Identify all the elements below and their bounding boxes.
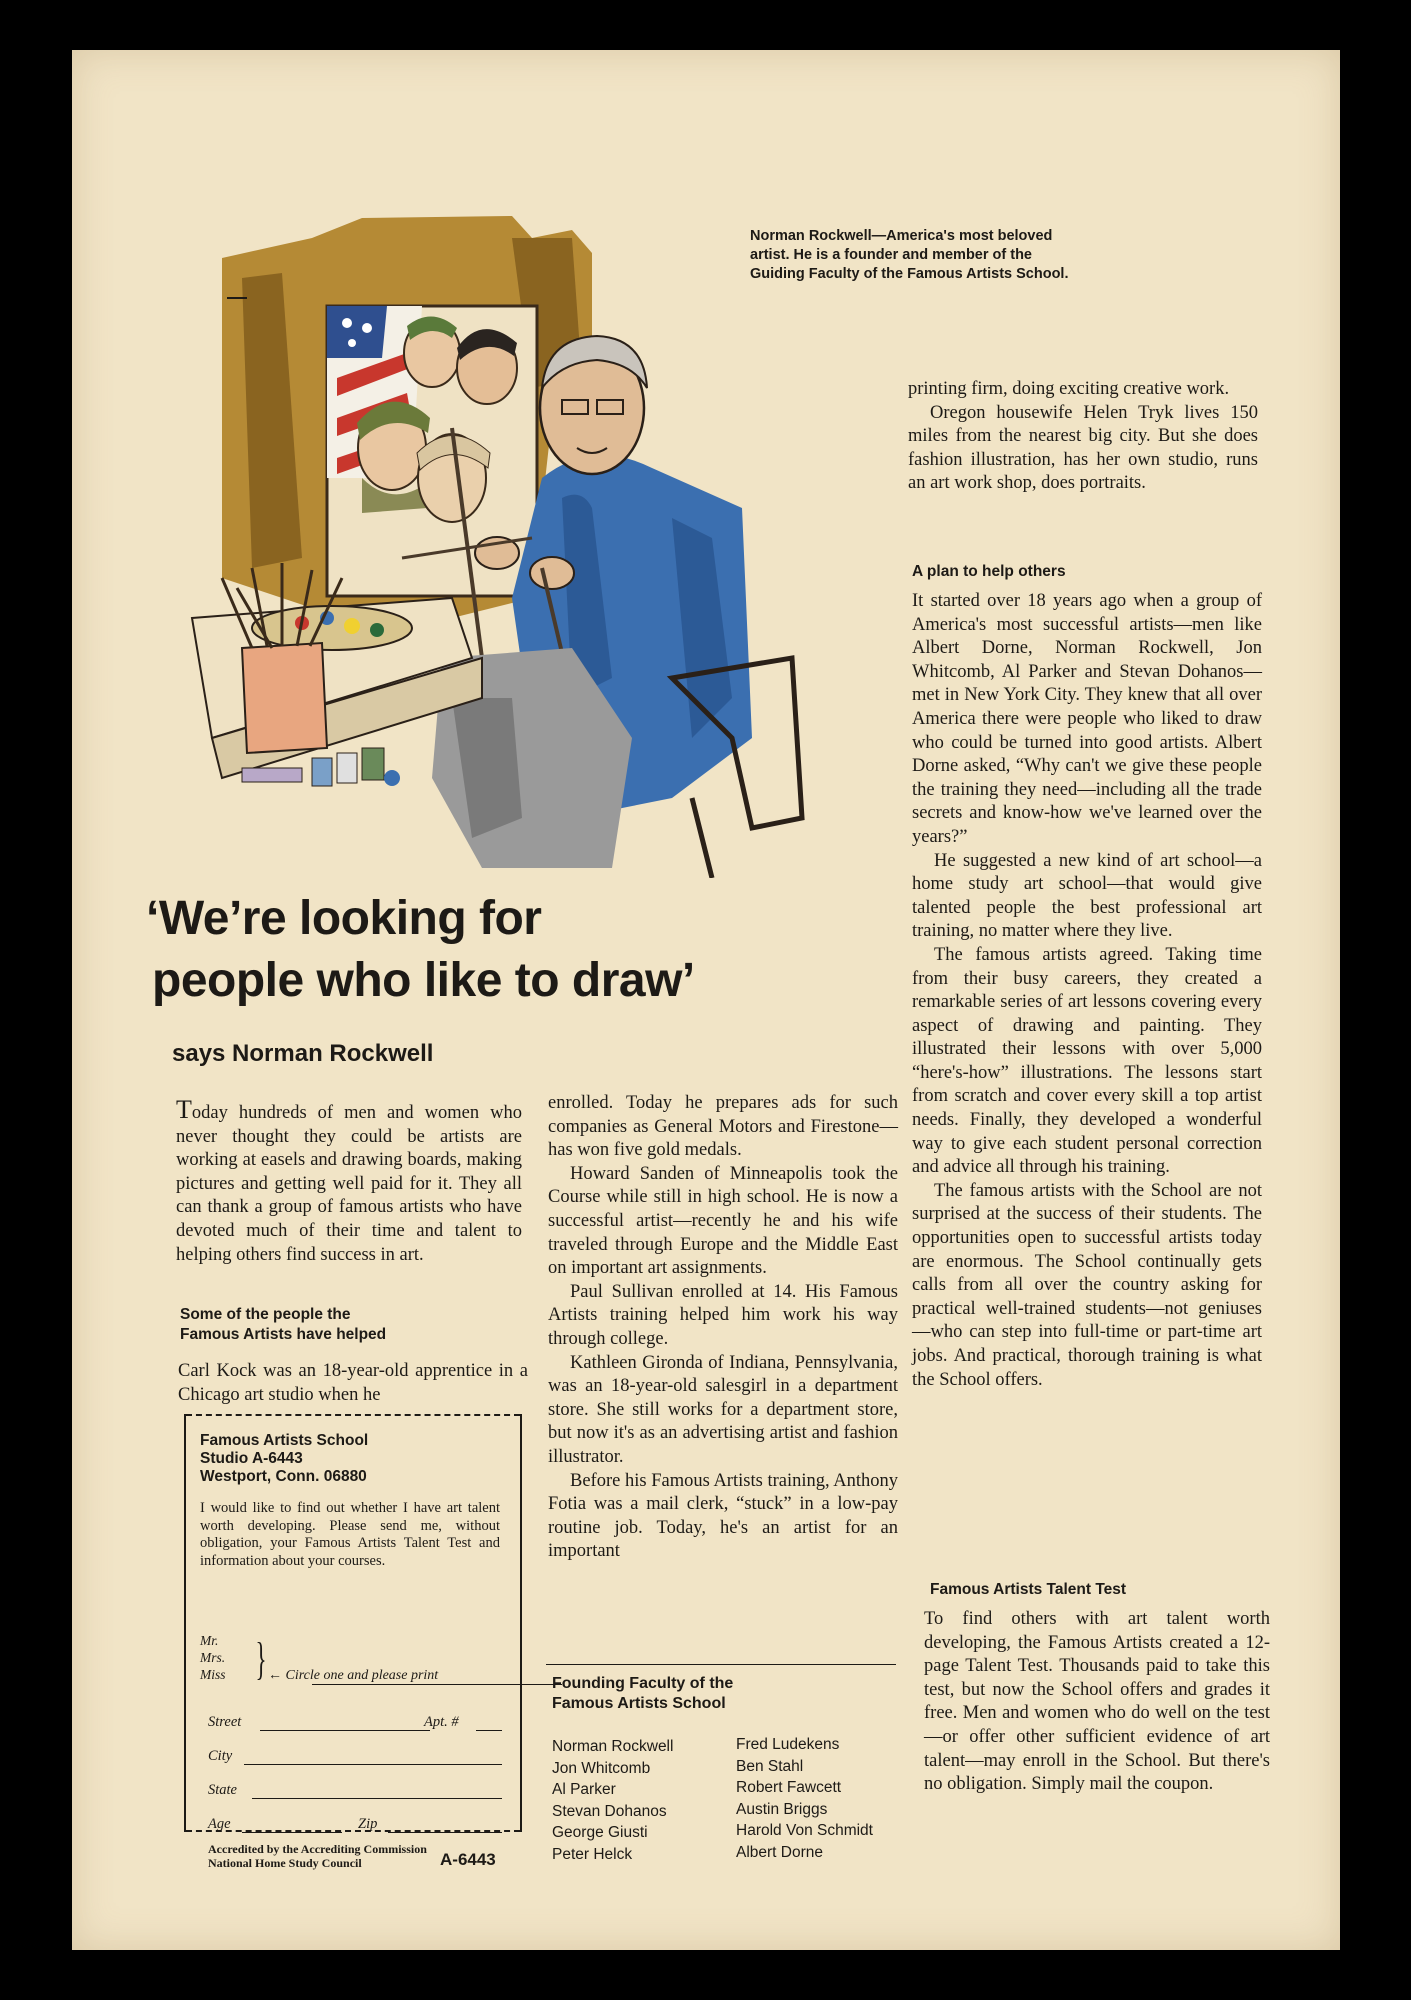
- age-label: Age: [208, 1816, 231, 1832]
- helped-heading-line-1: Some of the people the: [180, 1306, 351, 1323]
- col2-paragraph: Before his Famous Artists training, Anthony Fotia was a mail clerk, “stuck” in a low-pay routine job. Today, he's an artist for an important: [548, 1470, 898, 1562]
- circle-instruction: ← Circle one and please print: [268, 1668, 439, 1683]
- accreditation-note: Accredited by the Accrediting Commission National Home Study Council: [208, 1842, 427, 1870]
- illustration-caption: [750, 227, 1080, 284]
- faculty-member: Norman Rockwell: [552, 1738, 674, 1755]
- headline-line-1: ‘We’re looking for: [146, 892, 542, 945]
- rockwell-painting-illustration: [152, 178, 852, 878]
- coupon-school-name: Famous Artists School: [200, 1432, 369, 1449]
- headline-line-2: people who like to draw’: [152, 954, 695, 1007]
- street-field[interactable]: [260, 1730, 430, 1731]
- zip-label: Zip: [358, 1816, 378, 1832]
- col3-paragraph: Oregon housewife Helen Tryk lives 150 miles from the nearest big city. But she does fashion illustration, has her own studio, runs an art work shop, does portraits.: [908, 402, 1258, 494]
- intro-paragraph: [176, 1095, 522, 1267]
- faculty-member: Albert Dorne: [736, 1843, 824, 1861]
- faculty-heading: [552, 1674, 733, 1714]
- col2-paragraph: Kathleen Gironda of Indiana, Pennsylvania, was an 18-year-old salesgirl in a department store. She still works for a department store, but now it's as an advertising artist and fashion illustrator.: [548, 1352, 898, 1467]
- faculty-member: Peter Helck: [552, 1845, 633, 1863]
- title-option-miss[interactable]: Miss: [200, 1667, 226, 1682]
- success-stories: [548, 1092, 898, 1564]
- col3-paragraph: The famous artists with the School are not surprised at the success of their students. The opportunities open to successful artists today are enormous. The School continually gets calls from all over the country asking for practical well-trained students—not geniuses—who can step into full-time or part-time art jobs. And practical, thorough training is what the School offers.: [912, 1180, 1262, 1390]
- coupon-request-text: I would like to find out whether I have art talent worth developing. Please send me, without obligation, your Famous Artists Talent Test and information about your courses.: [200, 1500, 500, 1569]
- city-label: City: [208, 1748, 233, 1764]
- faculty-list-left: [552, 1736, 673, 1865]
- col1-continued-text: Carl Kock was an 18-year-old apprentice in a Chicago art studio when he: [178, 1361, 528, 1405]
- coupon-studio: Studio A-6443: [200, 1450, 303, 1467]
- state-label: State: [208, 1782, 237, 1798]
- plan-heading: A plan to help others: [912, 563, 1066, 580]
- col2-paragraph: Paul Sullivan enrolled at 14. His Famous Artists training helped him work his way through college.: [548, 1281, 898, 1349]
- talent-test-heading: Famous Artists Talent Test: [930, 1581, 1127, 1598]
- zip-field[interactable]: [388, 1832, 502, 1833]
- coupon-address: [200, 1432, 368, 1486]
- coupon-city: Westport, Conn. 06880: [200, 1468, 367, 1485]
- col3-paragraph: printing firm, doing exciting creative work.: [908, 379, 1230, 399]
- magazine-page: [72, 50, 1340, 1950]
- caption-text: —America's most beloved artist. He is a founder and member of the Guiding Faculty of the Famous Artists School.: [750, 228, 1069, 282]
- helped-heading: [180, 1305, 386, 1345]
- faculty-heading-line-1: Founding Faculty of the: [552, 1675, 734, 1692]
- coupon-code: A-6443: [440, 1850, 496, 1869]
- title-option-mrs[interactable]: Mrs.: [200, 1650, 226, 1665]
- faculty-member: Fred Ludekens: [736, 1736, 840, 1753]
- carl-kock-paragraph: [178, 1360, 528, 1407]
- faculty-member: Harold Von Schmidt: [736, 1822, 873, 1839]
- street-label: Street: [208, 1714, 242, 1730]
- faculty-member: Jon Whitcomb: [552, 1759, 651, 1777]
- col3-paragraph: He suggested a new kind of art school—a home study art school—that would give talented people the best professional art training, no matter where they live.: [912, 850, 1262, 942]
- faculty-member: Ben Stahl: [736, 1757, 804, 1775]
- faculty-list-right: [736, 1734, 873, 1863]
- faculty-member: Stevan Dohanos: [552, 1802, 667, 1820]
- brace-icon: }: [255, 1633, 267, 1684]
- talent-test-paragraph: [924, 1608, 1270, 1797]
- intro-dropcap: T: [176, 1095, 192, 1124]
- col3-top-paragraphs: [908, 378, 1258, 496]
- apt-label: Apt. #: [424, 1714, 459, 1730]
- name-line[interactable]: [312, 1684, 562, 1685]
- faculty-divider: [546, 1664, 896, 1665]
- intro-text: oday hundreds of men and women who never thought they could be artists are working at easels and drawing boards, making pictures and getting well paid for it. They all can thank a group of famous artists who have devoted much of their time and talent to helping others find success in art.: [176, 1103, 522, 1265]
- state-field[interactable]: [252, 1798, 502, 1799]
- faculty-member: Austin Briggs: [736, 1800, 828, 1818]
- faculty-member: George Giusti: [552, 1824, 648, 1841]
- col3-paragraph: It started over 18 years ago when a group of America's most successful artists—men like Albert Dorne, Norman Rockwell, Jon Whitcomb, Al Parker and Stevan Dohanos—met in New York City. They knew that all over America there were people who liked to draw who could be turned into good artists. Albert Dorne asked, “Why can't we give these people the training they need—including all the trade secrets and know-how we've learned over the years?”: [912, 591, 1262, 847]
- helped-heading-line-2: Famous Artists have helped: [180, 1326, 387, 1343]
- title-options[interactable]: [200, 1632, 226, 1683]
- faculty-member: Robert Fawcett: [736, 1779, 842, 1796]
- col3-paragraph: To find others with art talent worth developing, the Famous Artists created a 12-page Talent Test. Thousands paid to take this test, but now the School offers and grades it free. Men and women who do well on the test—or offer other sufficient evidence of art talent—may enroll in the School. But there's no obligation. Simply mail the coupon.: [924, 1609, 1270, 1795]
- caption-name: Norman Rockwell: [750, 228, 872, 244]
- faculty-member: Al Parker: [552, 1781, 616, 1798]
- age-field[interactable]: [242, 1832, 342, 1833]
- subheadline: says Norman Rockwell: [172, 1040, 434, 1067]
- plan-paragraphs: [912, 590, 1262, 1392]
- headline: [146, 888, 846, 1012]
- apt-field[interactable]: [476, 1730, 502, 1731]
- col2-paragraph: Howard Sanden of Minneapolis took the Course while still in high school. He is now a successful artist—recently he and his wife traveled through Europe and the Middle East on important art assignments.: [548, 1163, 898, 1279]
- title-option-mr[interactable]: Mr.: [200, 1633, 219, 1648]
- city-field[interactable]: [244, 1764, 502, 1765]
- faculty-heading-line-2: Famous Artists School: [552, 1695, 726, 1712]
- col2-paragraph: enrolled. Today he prepares ads for such companies as General Motors and Firestone—has won five gold medals.: [548, 1093, 898, 1161]
- col3-paragraph: The famous artists agreed. Taking time from their busy careers, they created a remarkable series of art lessons covering every aspect of drawing and painting. They illustrated their lessons with over 5,000 “here's-how” illustrations. The lessons start from scratch and cover every skill a top artist needs. Finally, they developed a wonderful way to give each student personal correction and advice all through his training.: [912, 944, 1262, 1178]
